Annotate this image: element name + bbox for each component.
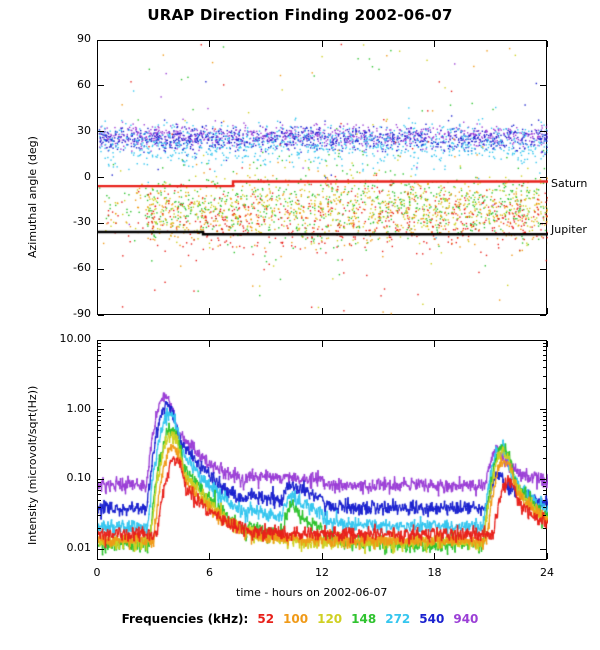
azimuth-y-tick (540, 40, 546, 41)
intensity-x-tick (322, 553, 323, 559)
intensity-plot-canvas (98, 341, 548, 561)
azimuth-plot-canvas (98, 41, 548, 316)
azimuth-y-tick (540, 177, 546, 178)
intensity-y-minor-tick (543, 355, 546, 356)
intensity-y-minor-tick (98, 515, 101, 516)
intensity-x-tick (547, 553, 548, 559)
azimuth-y-tick-label: 30 (77, 123, 91, 137)
intensity-y-minor-tick (98, 388, 101, 389)
intensity-x-tick-label: 18 (427, 566, 442, 579)
intensity-y-minor-tick (543, 494, 546, 495)
azimuth-x-tick (97, 308, 98, 314)
azimuth-annotation-jupiter: Jupiter (551, 222, 587, 236)
intensity-y-minor-tick (543, 376, 546, 377)
intensity-x-tick (97, 553, 98, 559)
intensity-y-minor-tick (543, 446, 546, 447)
legend-item-540khz: 540 (419, 612, 445, 626)
intensity-x-tick-label: 24 (540, 566, 554, 579)
intensity-y-minor-tick (98, 350, 101, 351)
intensity-x-tick-label: 6 (206, 566, 213, 579)
intensity-x-tick (547, 341, 548, 347)
intensity-y-axis-label: Intensity (microvolt/sqrt(Hz)) (26, 385, 39, 545)
intensity-y-minor-tick (98, 486, 101, 487)
intensity-y-minor-tick (543, 420, 546, 421)
azimuth-x-tick (322, 308, 323, 314)
intensity-y-minor-tick (543, 367, 546, 368)
intensity-y-minor-tick (543, 425, 546, 426)
azimuth-y-tick (540, 269, 546, 270)
azimuth-y-tick (540, 131, 546, 132)
azimuth-y-tick (540, 223, 546, 224)
azimuth-y-tick (540, 85, 546, 86)
intensity-y-minor-tick (98, 346, 101, 347)
azimuth-x-tick (209, 308, 210, 314)
azimuth-y-tick-label: 0 (84, 169, 91, 183)
intensity-y-minor-tick (98, 416, 101, 417)
intensity-y-tick (540, 479, 546, 480)
azimuth-x-tick (434, 308, 435, 314)
intensity-y-minor-tick (543, 482, 546, 483)
legend-item-120khz: 120 (317, 612, 343, 626)
azimuth-y-tick (98, 315, 104, 316)
intensity-y-tick (540, 409, 546, 410)
azimuth-y-tick-label: -90 (73, 307, 91, 320)
intensity-y-minor-tick (98, 376, 101, 377)
intensity-y-minor-tick (98, 437, 101, 438)
azimuth-x-tick (209, 41, 210, 47)
azimuth-y-tick (98, 269, 104, 270)
intensity-y-minor-tick (98, 425, 101, 426)
azimuth-y-axis-label: Azimuthal angle (deg) (26, 136, 39, 258)
intensity-x-tick (209, 553, 210, 559)
intensity-y-minor-tick (543, 500, 546, 501)
frequency-legend (0, 612, 600, 626)
intensity-y-minor-tick (543, 430, 546, 431)
azimuth-x-tick (322, 41, 323, 47)
legend-label: Frequencies (kHz): (121, 612, 249, 626)
intensity-y-minor-tick (98, 420, 101, 421)
intensity-y-minor-tick (98, 500, 101, 501)
azimuth-y-tick (98, 223, 104, 224)
legend-item-52khz: 52 (257, 612, 275, 626)
legend-item-100khz: 100 (283, 612, 309, 626)
azimuth-y-tick-label: 90 (77, 32, 91, 45)
intensity-y-tick-label: 10.00 (59, 332, 91, 345)
azimuth-x-tick (547, 308, 548, 314)
azimuth-y-tick (540, 315, 546, 316)
legend-item-148khz: 148 (351, 612, 377, 626)
intensity-y-minor-tick (543, 458, 546, 459)
legend-item-272khz: 272 (385, 612, 411, 626)
figure-title: URAP Direction Finding 2002-06-07 (147, 6, 453, 24)
intensity-y-tick (540, 549, 546, 550)
intensity-y-minor-tick (98, 458, 101, 459)
intensity-y-tick (98, 409, 104, 410)
intensity-y-minor-tick (98, 446, 101, 447)
intensity-y-minor-tick (98, 367, 101, 368)
azimuth-y-tick (98, 40, 104, 41)
intensity-x-tick-label: 0 (93, 566, 101, 579)
intensity-y-minor-tick (98, 412, 101, 413)
intensity-y-tick (98, 479, 104, 480)
intensity-x-tick-label: 12 (315, 566, 329, 579)
legend-item-940khz: 940 (453, 612, 479, 626)
intensity-y-minor-tick (98, 343, 101, 344)
azimuth-x-tick (434, 41, 435, 47)
intensity-y-minor-tick (98, 355, 101, 356)
intensity-y-minor-tick (543, 412, 546, 413)
azimuth-y-tick (98, 177, 104, 178)
intensity-x-tick (434, 553, 435, 559)
intensity-y-minor-tick (543, 350, 546, 351)
intensity-y-minor-tick (543, 388, 546, 389)
azimuth-y-tick (98, 131, 104, 132)
intensity-y-minor-tick (98, 360, 101, 361)
intensity-y-minor-tick (543, 486, 546, 487)
intensity-y-minor-tick (543, 416, 546, 417)
intensity-y-minor-tick (98, 494, 101, 495)
azimuth-y-tick (98, 85, 104, 86)
intensity-y-minor-tick (543, 490, 546, 491)
intensity-y-minor-tick (98, 490, 101, 491)
intensity-x-tick (434, 341, 435, 347)
intensity-x-tick (322, 341, 323, 347)
azimuth-x-tick (547, 41, 548, 47)
intensity-y-minor-tick (98, 482, 101, 483)
intensity-y-tick-label: 1.00 (66, 401, 91, 415)
azimuth-y-tick-label: -30 (73, 215, 91, 229)
intensity-y-minor-tick (98, 507, 101, 508)
intensity-y-tick-label: 0.10 (66, 471, 91, 485)
intensity-x-tick (97, 341, 98, 347)
azimuth-y-tick-label: -60 (73, 261, 91, 275)
intensity-y-minor-tick (543, 360, 546, 361)
intensity-y-minor-tick (543, 507, 546, 508)
intensity-y-tick (540, 340, 546, 341)
intensity-y-minor-tick (98, 528, 101, 529)
intensity-y-minor-tick (543, 528, 546, 529)
intensity-x-axis-label: time - hours on 2002-06-07 (236, 586, 388, 599)
intensity-y-minor-tick (543, 515, 546, 516)
azimuth-x-tick (97, 41, 98, 47)
intensity-y-tick (98, 549, 104, 550)
intensity-y-tick-label: 0.01 (66, 541, 91, 555)
azimuth-y-tick-label: 60 (77, 77, 91, 91)
azimuth-annotation-saturn: Saturn (551, 177, 588, 191)
intensity-y-tick (98, 340, 104, 341)
intensity-y-minor-tick (543, 437, 546, 438)
intensity-x-tick (209, 341, 210, 347)
intensity-y-minor-tick (98, 430, 101, 431)
